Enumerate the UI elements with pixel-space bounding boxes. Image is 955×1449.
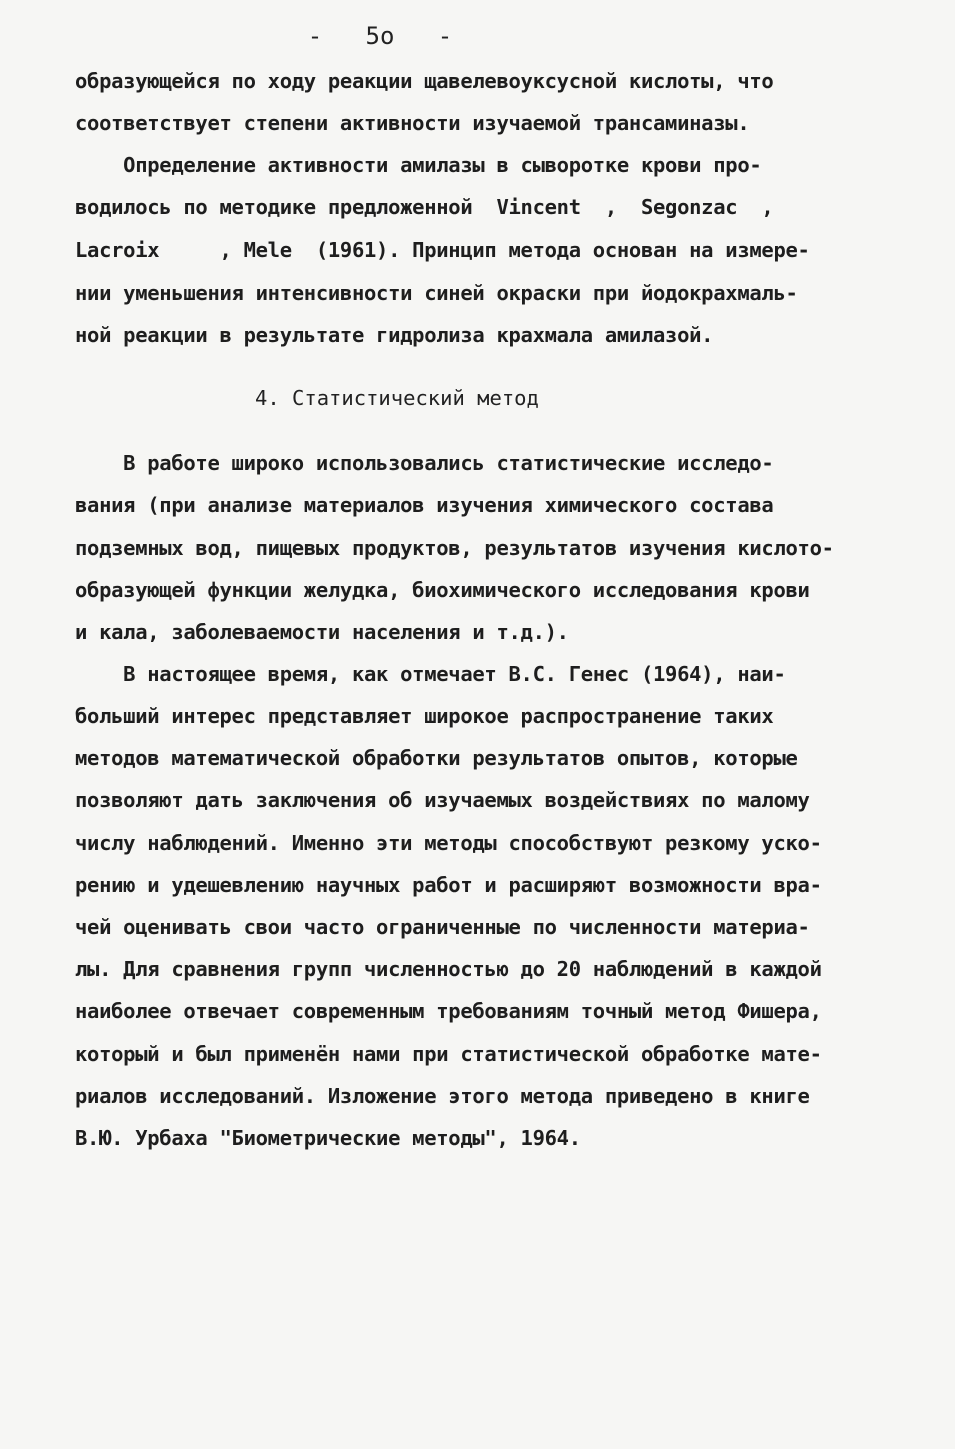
text-line: образующейся по ходу реакции щавелевоуксусной кислоты, что [75,69,774,93]
section-heading: 4. Статистический метод [255,386,539,410]
text-line: больший интерес представляет широкое распространение таких [75,704,774,728]
text-line: В настоящее время, как отмечает В.С. Генес (1964), наи- [75,662,786,686]
text-line: водилось по методике предложенной Vincent , Segonzac , [75,195,774,219]
text-line: В работе широко использовались статистические исследо- [75,451,774,475]
text-line: чей оценивать свои часто ограниченные по численности материа- [75,915,810,939]
text-line: нии уменьшения интенсивности синей окраски при йодокрахмаль- [75,281,798,305]
text-line: Определение активности амилазы в сыворотке крови про- [75,153,762,177]
text-line: соответствует степени активности изучаемой трансаминазы. [75,111,750,135]
text-line: образующей функции желудка, биохимического исследования крови [75,578,810,602]
text-line: ной реакции в результате гидролиза крахмала амилазой. [75,323,714,347]
text-line: методов математической обработки результатов опытов, которые [75,746,798,770]
text-line: лы. Для сравнения групп численностью до 20 наблюдений в каждой [75,957,822,981]
text-line: наиболее отвечает современным требованиям точный метод Фишера, [75,999,822,1023]
text-line: Lacroix , Mele (1961). Принцип метода основан на измере- [75,238,810,262]
text-line: вания (при анализе материалов изучения химического состава [75,493,774,517]
text-line: рению и удешевлению научных работ и расширяют возможности вра- [75,873,822,897]
text-line: и кала, заболеваемости населения и т.д.). [75,620,569,644]
text-line: подземных вод, пищевых продуктов, результатов изучения кислото- [75,536,834,560]
page-number: - 5o - [307,22,453,50]
text-line: позволяют дать заключения об изучаемых воздействиях по малому [75,788,810,812]
text-line: числу наблюдений. Именно эти методы способствуют резкому уско- [75,831,822,855]
text-line: который и был применён нами при статистической обработке мате- [75,1042,822,1066]
text-line: риалов исследований. Изложение этого метода приведено в книге [75,1084,810,1108]
text-line: В.Ю. Урбаха "Биометрические методы", 1964. [75,1126,581,1150]
